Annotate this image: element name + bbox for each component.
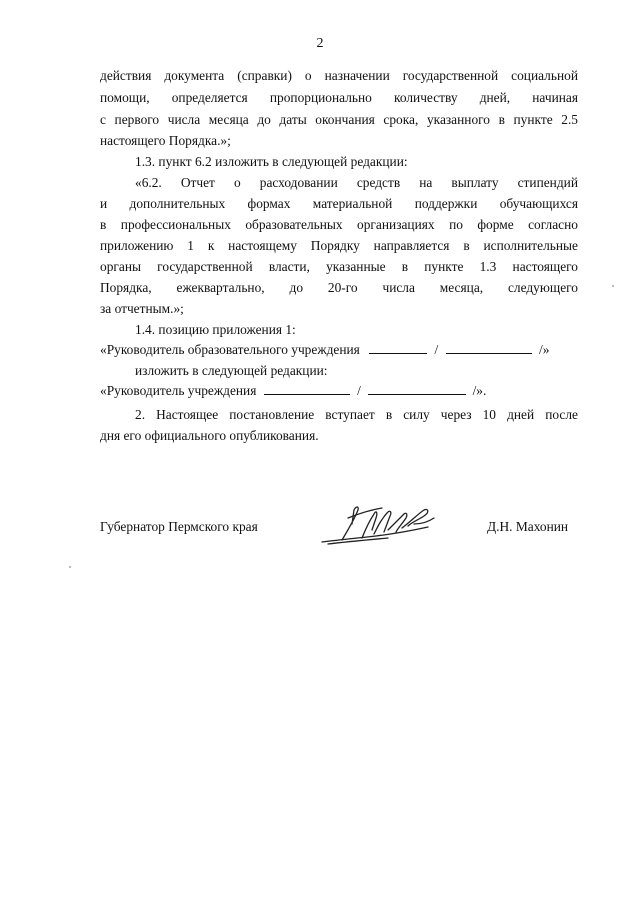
handwritten-signature — [318, 500, 438, 555]
quote-6-2-line-5: органы государственной власти, указанные в пункте 1.3 настоящего — [100, 259, 578, 274]
paragraph-continuation-line-1: действия документа (справки) о назначении государственной социальной — [100, 68, 578, 83]
scan-speck — [612, 285, 614, 287]
restate-label: изложить в следующей редакции: — [135, 363, 328, 378]
signature-blank — [264, 394, 350, 395]
old-position-line — [100, 340, 578, 360]
item-1-4: 1.4. позицию приложения 1: — [135, 322, 296, 337]
quote-6-2-line-7: за отчетным.»; — [100, 301, 184, 316]
quote-6-2-line-1: «6.2. Отчет о расходовании средств на выплату стипендий — [135, 175, 578, 190]
page-number: 2 — [316, 36, 324, 51]
old-position-label: «Руководитель образовательного учреждения — [100, 342, 360, 357]
name-blank — [368, 394, 466, 395]
quote-6-2-line-2: и дополнительных формах материальной поддержки обучающихся — [100, 196, 578, 211]
name-blank — [446, 353, 532, 354]
signatory-name: Д.Н. Махонин — [487, 519, 569, 534]
paragraph-continuation-line-2: помощи, определяется пропорционально количеству дней, начиная — [100, 90, 578, 105]
new-position-label: «Руководитель учреждения — [100, 383, 257, 398]
section-2-line-1: 2. Настоящее постановление вступает в силу через 10 дней после — [135, 407, 578, 422]
quote-6-2-line-3: в профессиональных образовательных организациях по форме согласно — [100, 217, 578, 232]
paragraph-continuation-line-3: с первого числа месяца до даты окончания срока, указанного в пункте 2.5 — [100, 112, 578, 127]
new-position-line — [100, 381, 578, 401]
scan-speck — [69, 566, 71, 568]
slash-separator: / — [357, 383, 361, 398]
signature-blank — [369, 353, 427, 354]
slash-separator: / — [434, 342, 439, 357]
paragraph-continuation-line-4: настоящего Порядка.»; — [100, 133, 231, 148]
quote-6-2-line-6: Порядка, ежеквартально, до 20-го числа месяца, следующего — [100, 280, 578, 295]
closing-mark: /». — [472, 383, 487, 398]
closing-mark: /» — [539, 342, 550, 357]
quote-6-2-line-4: приложению 1 к настоящему Порядку направляется в исполнительные — [100, 238, 578, 253]
item-1-3: 1.3. пункт 6.2 изложить в следующей редакции: — [135, 154, 408, 169]
signatory-title: Губернатор Пермского края — [100, 519, 258, 534]
section-2-line-2: дня его официального опубликования. — [100, 428, 319, 443]
